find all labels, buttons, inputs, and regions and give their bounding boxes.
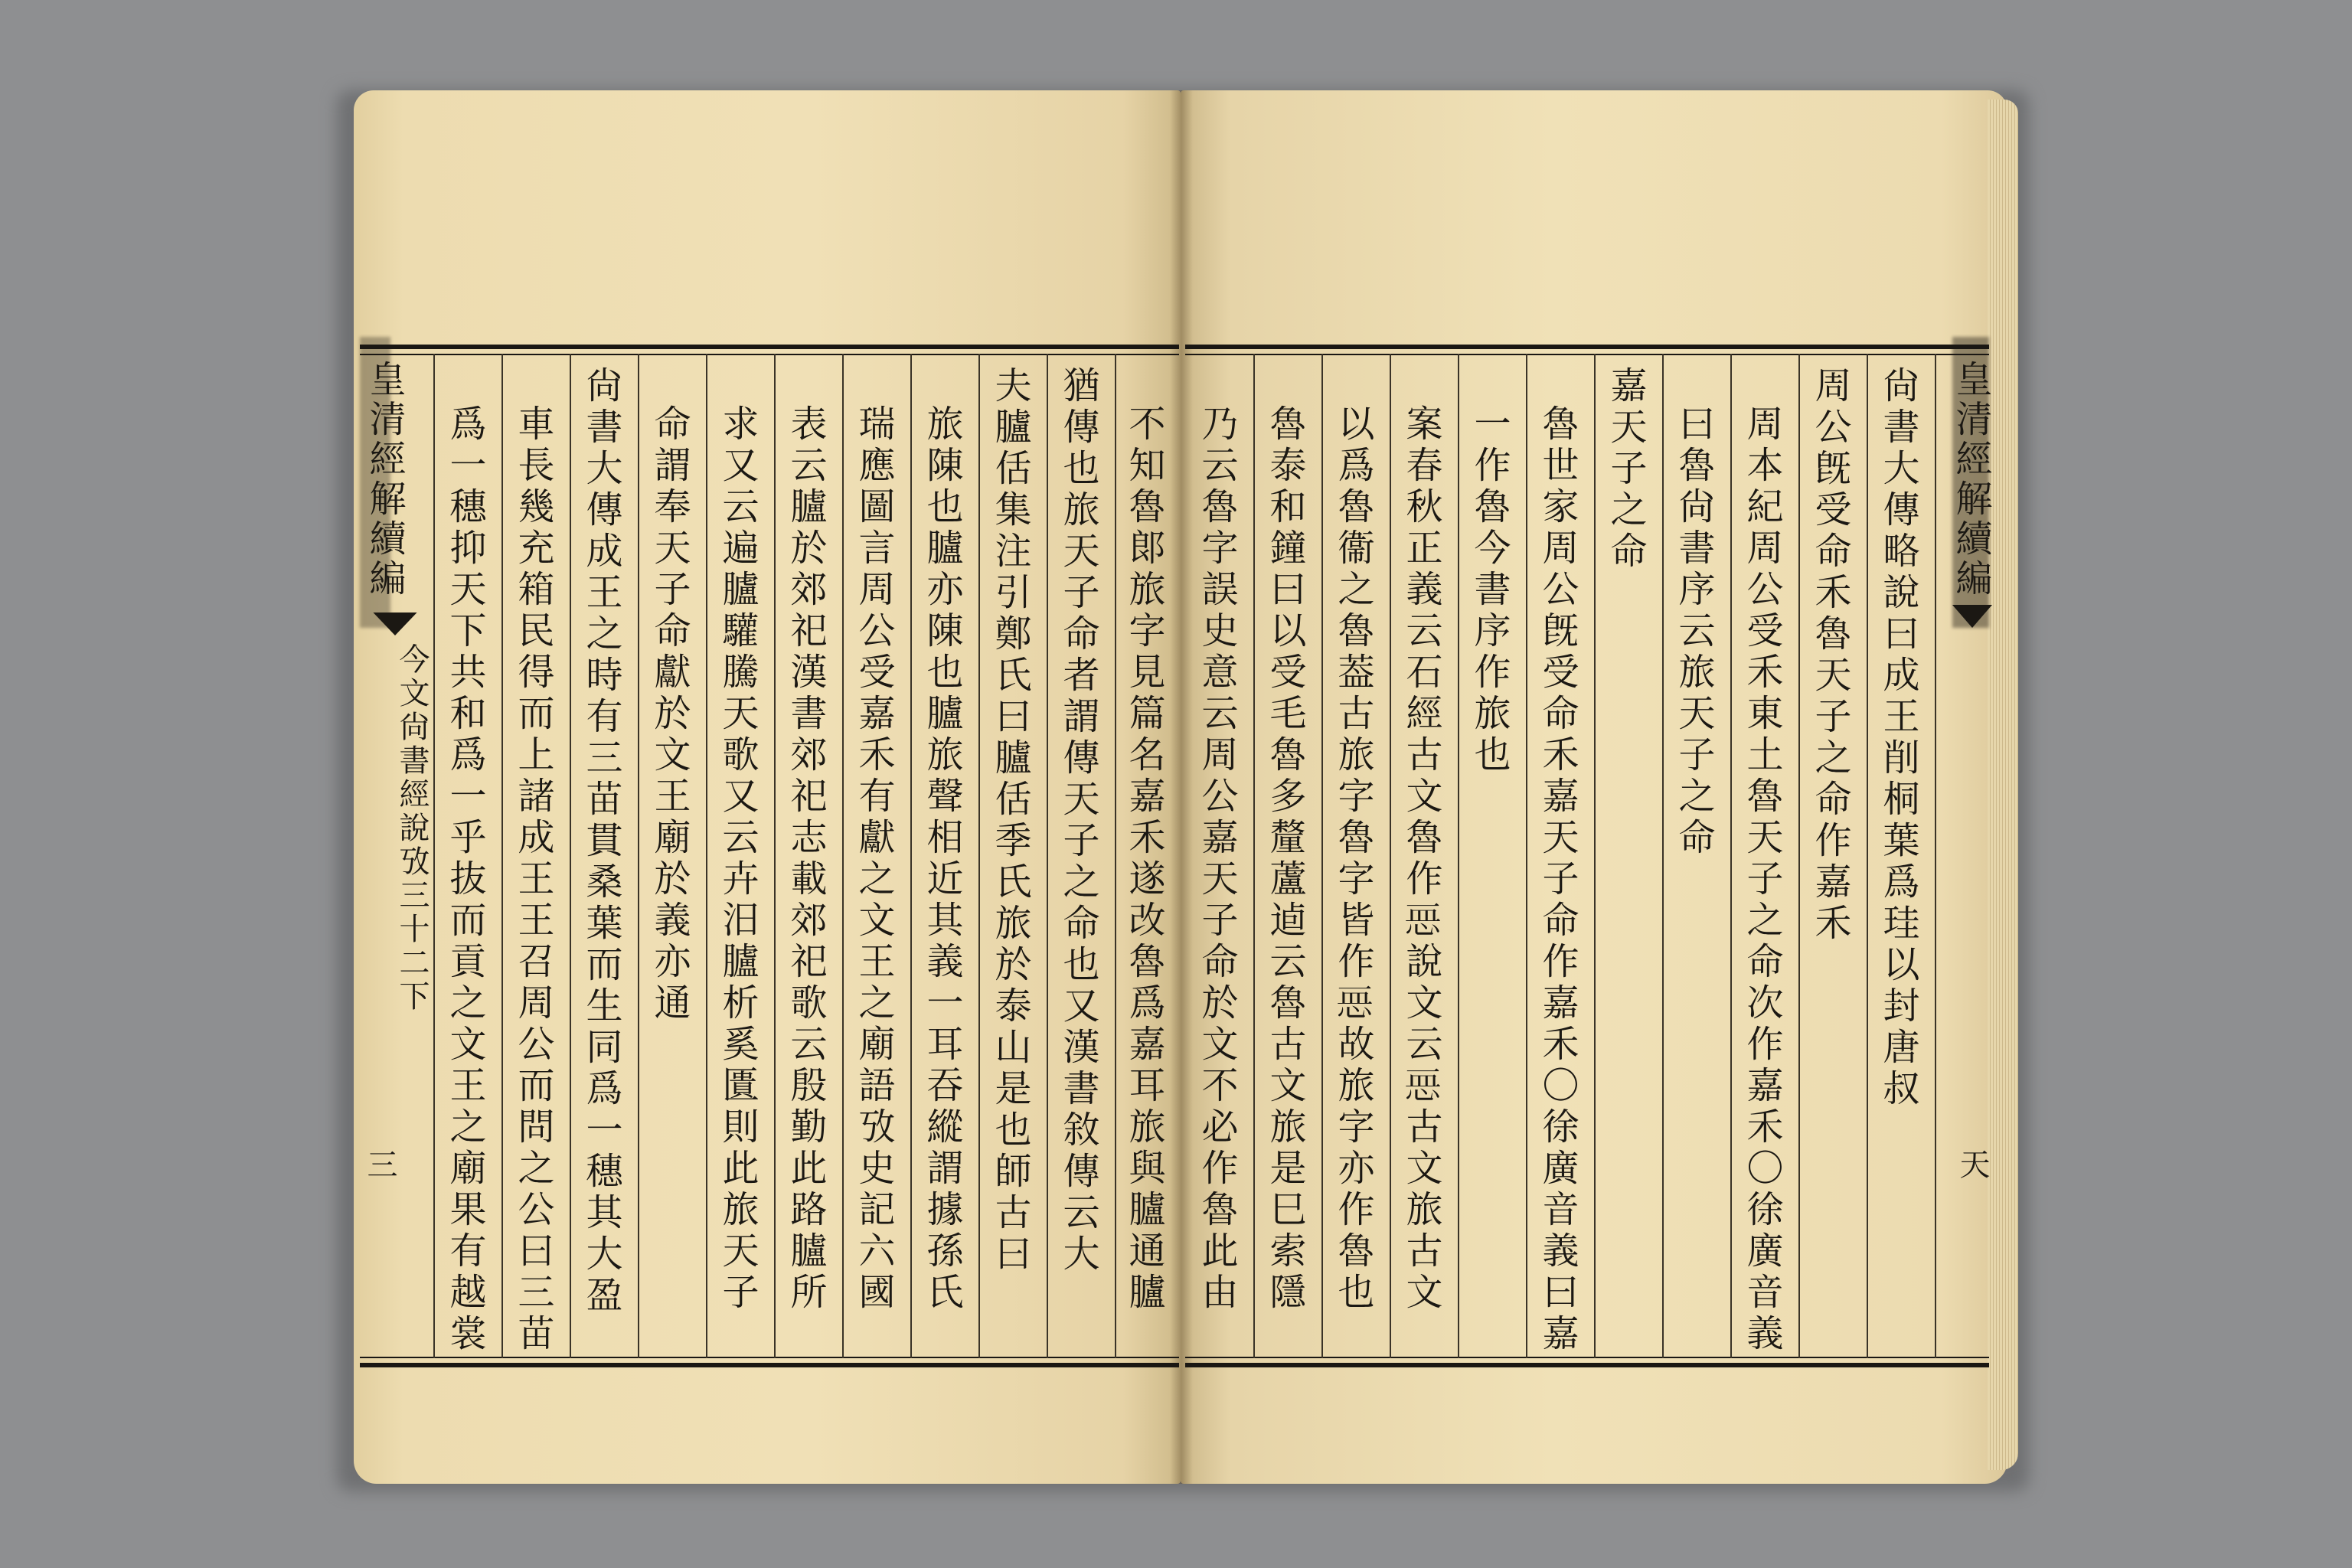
right-folio: 天 — [1955, 1148, 1990, 1179]
left-frame-top-inner — [360, 354, 1179, 355]
text-column: 乃云魯字誤史意云周公嘉天子命於文不必作魯此由 — [1195, 404, 1238, 1314]
text-column: 一作魯今書序作旅也 — [1468, 404, 1511, 776]
text-column: 不知魯郞旅字見篇名嘉禾遂改魯爲嘉耳旅與臚通臚 — [1122, 404, 1165, 1314]
text-column: 魯泰和鐘曰以受毛魯多釐蘆逌云魯古文旅是巳索隱 — [1263, 404, 1306, 1314]
column-rule — [1594, 354, 1596, 1358]
text-column: 猶傳也旅天子命者謂傳天子之命也又漢書敘傳云大 — [1057, 366, 1099, 1276]
column-rule — [1798, 354, 1800, 1358]
text-column: 以爲魯衞之魯葢古旅字魯字皆作𢙂故旅字亦作魯也 — [1331, 404, 1374, 1314]
column-rule — [774, 354, 776, 1358]
column-rule — [501, 354, 503, 1358]
text-column: 求又云遍臚驩騰天歌又云卉汨臚析奚匱則此旅天子 — [716, 404, 759, 1314]
text-column: 旅陳也臚亦陳也臚旅聲相近其義一耳吞縱謂據孫氏 — [920, 404, 963, 1314]
text-column: 尙書大傳略說曰成王削桐葉爲珪以封唐叔 — [1877, 366, 1919, 1110]
fish-tail-mark — [373, 612, 416, 635]
right-frame-top — [1185, 345, 1989, 349]
column-rule — [1390, 354, 1391, 1358]
column-rule — [978, 354, 980, 1358]
column-rule — [1253, 354, 1255, 1358]
column-rule — [1935, 354, 1936, 1358]
right-frame-bottom — [1185, 1363, 1989, 1367]
text-column: 命謂奉天子命獻於文王廟於義亦通 — [648, 404, 691, 1024]
column-rule — [842, 354, 844, 1358]
text-column: 爲一穗抑天下共和爲一乎抜而貢之文王之廟果有越裳 — [443, 404, 486, 1355]
book-gutter — [1170, 90, 1193, 1484]
column-rule — [910, 354, 912, 1358]
text-column: 周本紀周公受禾東土魯天子之命次作嘉禾〇徐廣音義 — [1740, 404, 1783, 1355]
left-folio: 三 — [362, 1148, 397, 1179]
left-frame-top — [360, 345, 1179, 349]
page-fore-edge — [1988, 100, 2018, 1470]
text-column: 瑞應圖言周公受嘉禾有獻之文王之廟語攷史記六國 — [852, 404, 895, 1314]
left-frame-bottom — [360, 1363, 1179, 1367]
left-margin-title: 皇清經解續編 — [363, 360, 406, 599]
text-column: 嘉天子之命 — [1604, 366, 1647, 573]
text-column: 表云臚於郊祀漢書郊祀志載郊祀歌云殷勤此路臚所 — [784, 404, 827, 1314]
column-rule — [706, 354, 707, 1358]
right-margin-title: 皇清經解續編 — [1949, 360, 1992, 599]
column-rule — [1867, 354, 1868, 1358]
text-column: 車長幾充箱民得而上諸成王王召周公而問之公曰三苗 — [511, 404, 554, 1355]
column-rule — [1730, 354, 1732, 1358]
column-rule — [1526, 354, 1527, 1358]
left-margin-subtitle: 今文尙書經說攷三十二下 — [394, 643, 430, 1014]
column-rule — [1115, 354, 1116, 1358]
text-column: 魯世家周公旣受命禾嘉天子命作嘉禾〇徐廣音義曰嘉 — [1536, 404, 1579, 1355]
text-column: 尙書大傳成王之時有三苗貫桑葉而生同爲一穗其大盈 — [580, 366, 622, 1317]
right-frame-top-inner — [1185, 354, 1989, 355]
text-column: 曰魯尙書序云旅天子之命 — [1672, 404, 1715, 859]
text-column: 案春秋正義云石經古文魯作𢙂說文云𢙂古文旅古文 — [1400, 404, 1442, 1314]
column-rule — [1321, 354, 1323, 1358]
right-frame-bottom-inner — [1185, 1357, 1989, 1358]
column-rule — [570, 354, 571, 1358]
column-rule — [1458, 354, 1459, 1358]
column-rule — [1047, 354, 1048, 1358]
left-frame-bottom-inner — [360, 1357, 1179, 1358]
text-column: 周公旣受命禾魯天子之命作嘉禾 — [1808, 366, 1851, 945]
fish-tail-mark — [1952, 605, 1992, 628]
text-column: 夫臚佸集注引鄭氏曰臚佸季氏旅於泰山是也師古曰 — [988, 366, 1031, 1276]
column-rule — [638, 354, 639, 1358]
column-rule — [1662, 354, 1664, 1358]
